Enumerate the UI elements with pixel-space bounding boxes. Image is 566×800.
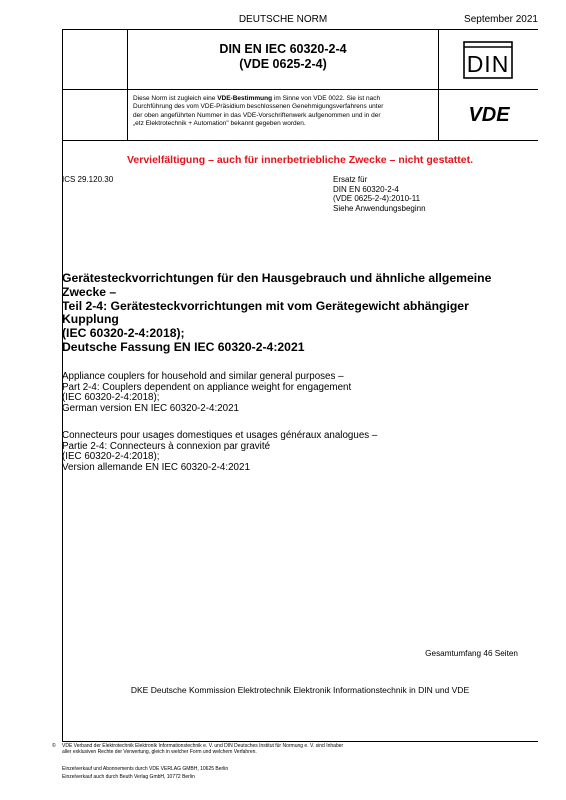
standard-number: DIN EN IEC 60320-2-4 bbox=[219, 42, 347, 56]
replacement-line: Siehe Anwendungsbeginn bbox=[333, 203, 426, 213]
english-title bbox=[62, 372, 534, 414]
title-line: Kupplung bbox=[62, 312, 119, 327]
notice-line: der oben angeführten Nummer in das VDE-Vorschriftenwerk aufgenommen und in der bbox=[133, 111, 381, 119]
total-pages: Gesamtumfang 46 Seiten bbox=[425, 649, 518, 658]
title-line: Partie 2-4: Connecteurs à connexion par gravité bbox=[62, 440, 271, 452]
header-divider bbox=[62, 89, 538, 90]
replacement-line: DIN EN 60320-2-4 bbox=[333, 184, 399, 194]
vde-logo bbox=[458, 103, 520, 125]
copyright-line: aller exklusiven Rechte der Verwertung, gleich in welcher Form und welchem Verfahren. bbox=[62, 749, 257, 755]
reproduction-warning: Vervielfältigung – auch für innerbetriebliche Zwecke – nicht gestattet. bbox=[126, 154, 473, 166]
copyright-notice bbox=[52, 743, 538, 755]
document-type-label: DEUTSCHE NORM bbox=[238, 14, 328, 25]
title-line: Deutsche Fassung EN IEC 60320-2-4:2021 bbox=[62, 339, 305, 354]
title-line: Appliance couplers for household and similar general purposes – bbox=[62, 371, 344, 382]
vde-notice bbox=[133, 95, 435, 128]
din-logo bbox=[463, 41, 513, 79]
title-line: Connecteurs pour usages domestiques et usages généraux analogues – bbox=[62, 430, 378, 441]
title-line: Gerätesteckvorrichtungen für den Hausgebrauch und ähnliche allgemeine bbox=[62, 271, 492, 285]
publication-date: September 2021 bbox=[464, 14, 538, 25]
title-line: German version EN IEC 60320-2-4:2021 bbox=[62, 402, 239, 414]
replacement-info bbox=[333, 175, 426, 213]
footer-divider bbox=[62, 741, 538, 742]
sales-line: Einzelverkauf auch durch Beuth Verlag GmbH, 10772 Berlin bbox=[62, 773, 195, 780]
standard-number-block bbox=[128, 42, 438, 72]
notice-line: Diese Norm ist zugleich eine VDE-Bestimmung im Sinne von VDE 0022. Sie ist nach bbox=[133, 95, 381, 102]
title-line: (IEC 60320-2-4:2018); bbox=[62, 326, 185, 341]
french-title bbox=[62, 431, 534, 473]
title-line: (IEC 60320-2-4:2018); bbox=[62, 392, 160, 404]
vde-number: (VDE 0625-2-4) bbox=[239, 57, 327, 71]
sales-line: Einzelverkauf und Abonnements durch VDE VERLAG GMBH, 10625 Berlin bbox=[62, 766, 229, 772]
vde-logo-text: VDE bbox=[468, 104, 510, 125]
title-line: (IEC 60320-2-4:2018); bbox=[62, 451, 160, 463]
notice-line: Durchführung des vom VDE-Präsidium beschlossenen Genehmigungsverfahrens unter bbox=[133, 103, 384, 111]
dke-line: DKE Deutsche Kommission Elektrotechnik Elektronik Informationstechnik in DIN und VDE bbox=[130, 685, 470, 695]
notice-divider bbox=[62, 140, 538, 141]
right-column-divider bbox=[438, 29, 439, 140]
german-title bbox=[62, 272, 534, 355]
copyright-symbol: © bbox=[52, 743, 56, 749]
title-line: Teil 2-4: Gerätesteckvorrichtungen mit vom Gerätegewicht abhängiger bbox=[62, 298, 469, 313]
copyright-line: VDE Verband der Elektrotechnik Elektronik Informationstechnik e. V. und DIN Deutsches Institut für Normung e. V. sind Inhaber bbox=[62, 743, 344, 749]
top-border bbox=[62, 29, 538, 30]
title-line: Part 2-4: Couplers dependent on appliance weight for engagement bbox=[62, 381, 352, 393]
replacement-line: (VDE 0625-2-4):2010-11 bbox=[333, 194, 421, 203]
replacement-line: Ersatz für bbox=[333, 175, 368, 184]
notice-line: „etz Elektrotechnik + Automation" bekannt gegeben worden. bbox=[133, 119, 306, 127]
title-line: Version allemande EN IEC 60320-2-4:2021 bbox=[62, 461, 250, 473]
ics-code: ICS 29.120.30 bbox=[62, 175, 114, 184]
din-logo-text: DIN bbox=[466, 51, 510, 77]
title-line: Zwecke – bbox=[62, 284, 117, 299]
sales-info bbox=[62, 766, 538, 781]
